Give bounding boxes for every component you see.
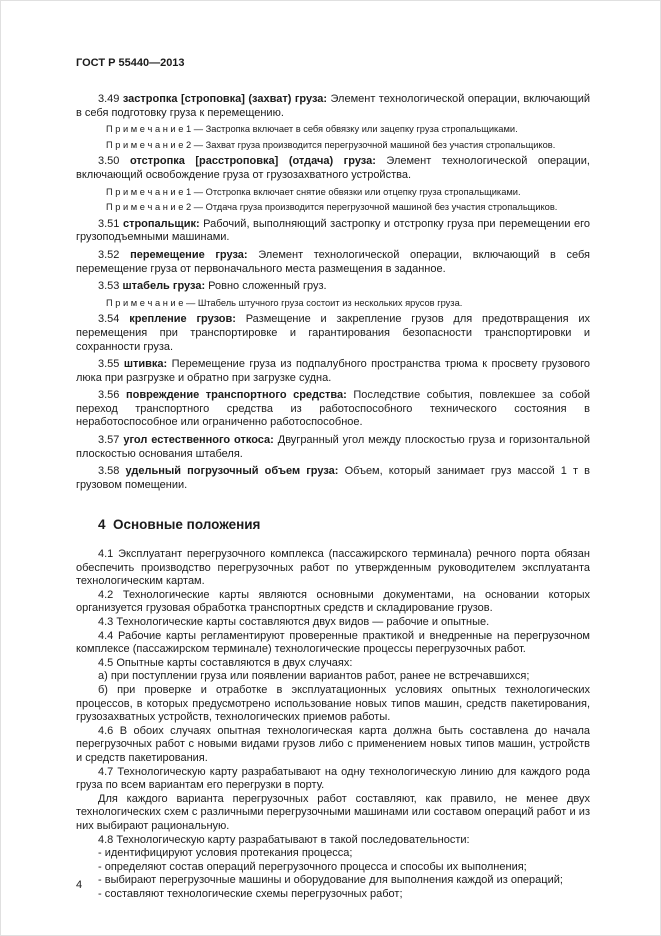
term-name: повреждение транспортного средства: [125,389,347,402]
term-3-49 [76,93,590,120]
page-number: 4 [76,879,83,891]
doc-number-header: ГОСТ Р 55440—2013 [76,57,185,69]
note-paragraph: П р и м е ч а н и е — Штабель штучного груза состоит из нескольких ярусов груза. [106,297,463,308]
term-number: 3.56 [98,389,120,402]
paragraph-4-6: 4.6 В обоих случаях опытная технологическая карта должна быть составлена до начала перегрузочных работ с новыми видами грузов либо с применением новых типов машин, устройств и средств пакетирования. [76,724,590,764]
term-3-54 [76,313,590,354]
term-definition: Рабочий, выполняющий застропку и отстропку груза при перемещении его грузоподъемными машинами. [76,217,590,244]
term-number: 3.53 [98,280,120,293]
term-definition: Ровно сложенный груз. [208,280,327,293]
paragraph-4-1: 4.1 Эксплуатант перегрузочного комплекса (пассажирского терминала) речного порта обязан обеспечить производство перегрузочных работ по утвержденным руководителем эксплуатанта технологическим картам. [76,548,590,588]
term-number: 3.57 [98,434,120,447]
term-3-57 [76,434,590,461]
paragraph-4-5: 4.5 Опытные карты составляются в двух случаях: [98,656,353,669]
term-name: крепление грузов: [129,313,236,326]
term-name: застропка [строповка] (захват) груза: [122,93,328,105]
list-item-a: а) при поступлении груза или появлении вариантов работ, ранее не встречавшихся; [98,670,530,683]
term-3-50 [76,155,590,182]
term-3-56 [76,389,590,430]
document-content [76,93,590,901]
term-definition: Перемещение груза из подпалубного пространства трюма к просвету грузового люка при разгрузке и обратно при загрузке судна. [76,358,590,384]
dash-list-item: - составляют технологические схемы перегрузочных работ; [98,887,403,900]
dash-list-item: - идентифицируют условия протекания процесса; [98,847,353,860]
term-3-51 [76,218,590,245]
term-3-55 [76,358,590,385]
term-name: штабель груза: [122,280,206,293]
term-number: 3.58 [98,465,120,478]
term-definition: Объем, который занимает груз массой 1 т в грузовом помещении. [76,465,590,491]
term-definition: Размещение и закрепление грузов для предотвращения их перемещения при транспортировке и гарантирования безопасности транспортировки и сохранности груза. [76,313,591,353]
paragraph-4-4: 4.4 Рабочие карты регламентируют проверенные практикой и внедренные на перегрузочном комплексе (пассажирском терминале) технологические процессы перегрузочных работ. [76,629,590,656]
note-paragraph: П р и м е ч а н и е 2 — Отдача груза производится перегрузочной машиной без участия стропальщиков. [106,202,558,213]
note-paragraph: П р и м е ч а н и е 1 — Застропка включает в себя обвязку или зацепку груза стропальщиками. [106,124,518,135]
term-name: угол естественного откоса: [123,434,274,447]
term-name: отстропка [расстроповка] (отдача) груза: [129,155,376,168]
term-definition: Элемент технологической операции, включающий в себя подготовку груза к перемещению. [76,93,590,119]
term-number: 3.54 [98,313,120,326]
paragraph-4-8: 4.8 Технологическую карту разрабатывают в такой последовательности: [98,833,470,846]
section-heading: 4 Основные положения [98,517,261,533]
paragraph-4-2: 4.2 Технологические карты являются основными документами, на основании которых организуется грузовая обработка транспортных средств и складирование грузов. [76,588,590,615]
term-number: 3.55 [98,358,120,371]
term-definition: Последствие события, повлекшее за собой переход транспортного средства из работоспособного технического состояния в неработоспособное или ограниченно работоспособное. [76,389,590,429]
paragraph-4-3: 4.3 Технологические карты составляются двух видов — рабочие и опытные. [98,616,490,628]
note-paragraph: П р и м е ч а н и е 1 — Отстропка включает снятие обвязки или отцепку груза стропальщиками. [106,186,521,197]
term-definition: Двугранный угол между плоскостью груза и горизонтальной плоскостью основания штабеля. [76,434,590,460]
term-definition: Элемент технологической операции, включающий в себя перемещение груза от первоначального места размещения в заданное. [76,248,591,275]
term-name: стропальщик: [122,217,200,230]
dash-list-item: - определяют состав операций перегрузочного процесса и способы их выполнения; [98,860,527,873]
term-name: перемещение груза: [130,248,248,261]
list-item-b: б) при проверке и отработке в эксплуатационных условиях опытных технологических процессов, в которых предусмотрено использование новых типов машин, средств пакетирования, грузозахватных устройств, технологических приемов работы. [76,683,590,724]
paragraph-4-7: 4.7 Технологическую карту разрабатывают на одну технологическую линию для каждого рода груза по всем вариантам его перегрузки в порту. [76,765,590,792]
term-3-53 [76,280,590,294]
term-3-58 [76,465,590,492]
paragraph-4-7-continued: Для каждого варианта перегрузочных работ составляют, как правило, не менее двух технологических схем с различными перегрузочными машинами или составом операций работ и из них выбирают рациональную. [76,792,590,832]
term-3-52 [76,249,590,276]
term-number: 3.52 [98,248,120,261]
term-name: удельный погрузочный объем груза: [125,465,339,478]
term-number: 3.51 [98,217,120,230]
term-name: штивка: [123,358,168,371]
term-number: 3.49 [98,93,120,105]
term-definition: Элемент технологической операции, включающий освобождение груза от грузозахватного устройства. [76,155,590,181]
note-paragraph: П р и м е ч а н и е 2 — Захват груза производится перегрузочной машиной без участия стропальщиков. [106,139,556,150]
dash-list-item: - выбирают перегрузочные машины и оборудование для выполнения каждой из операций; [98,874,563,887]
term-number: 3.50 [98,155,120,168]
